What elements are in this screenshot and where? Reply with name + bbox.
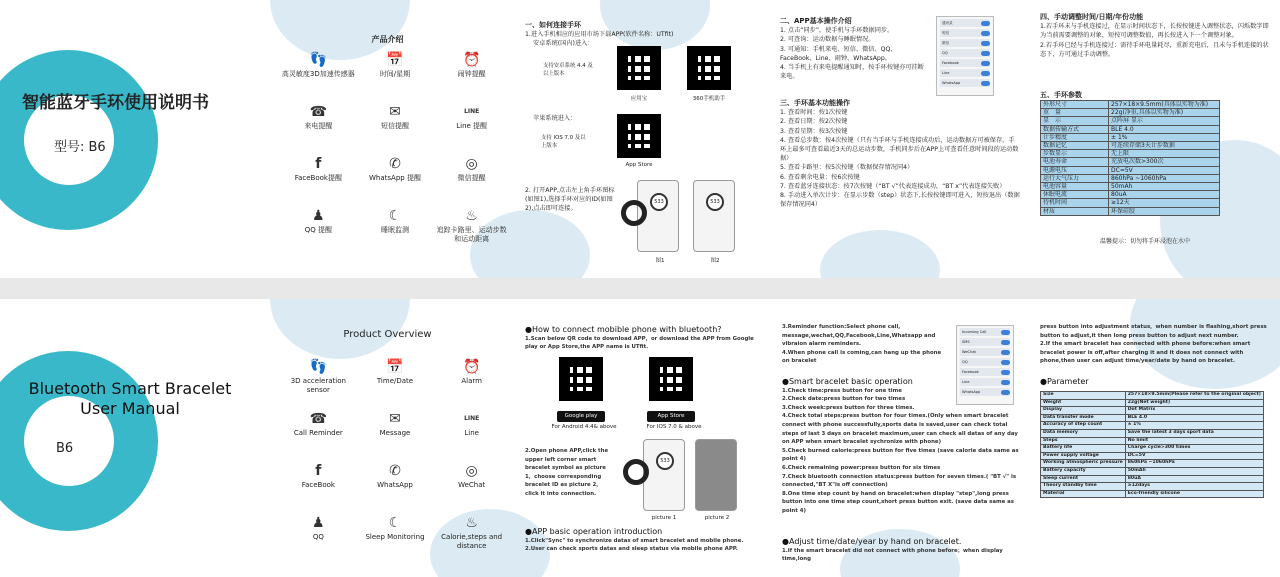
toggle-switch[interactable] <box>1001 350 1010 355</box>
text-line: 2. 查看日期：按2次按键 <box>780 118 848 126</box>
table-row <box>1041 158 1220 166</box>
whatsapp-icon: ✆ <box>389 463 401 479</box>
app-ops-panel <box>770 299 1030 577</box>
qr-code <box>559 357 603 401</box>
connect-step2: 2.Open phone APP,click the upper left corner smart bracelet symbol as picture 1，choose corresponding bracelet ID as picture 2，click it into connection. <box>525 448 609 497</box>
param-value: 可连续存储3天计步数据 <box>1109 142 1220 150</box>
param-name: Size <box>1041 392 1126 400</box>
params-panel <box>1030 299 1280 577</box>
toggle-switch[interactable] <box>981 31 990 36</box>
connect-panel <box>515 0 770 278</box>
table-row <box>1041 429 1264 437</box>
connect-heading: 一、如何连接手环 <box>525 21 581 29</box>
param-name: 重 量 <box>1041 109 1109 117</box>
qr-caption: 应用宝 <box>630 96 648 102</box>
table-row <box>1041 475 1264 483</box>
model-number: 型号: B6 <box>54 140 106 155</box>
feature-label: 短信提醒 <box>380 122 409 130</box>
feature-label: Line 提醒 <box>456 122 488 130</box>
feature-item <box>357 206 434 246</box>
table-row <box>1041 445 1264 453</box>
param-name: 休眠电流 <box>1041 191 1109 199</box>
overview-title: Product Overview <box>343 329 432 340</box>
feature-item <box>433 206 510 246</box>
table-row <box>1041 399 1264 407</box>
feature-item <box>433 513 510 553</box>
app-intro-heading: 二、APP基本操作介绍 <box>780 17 852 25</box>
feature-label: 闹钟提醒 <box>457 70 486 78</box>
feature-item <box>280 102 357 142</box>
table-row <box>1041 125 1220 133</box>
text-line: 8.One time step count by hand on bracelet:when display "step",long press button into one time step count,short press button exit. (save data same as point 4) <box>782 490 1014 514</box>
phone-screenshot-2 <box>695 439 737 511</box>
param-value: 50mAh <box>1125 467 1263 475</box>
app-toggle-row <box>940 79 990 87</box>
text-line: 3.Check week:press button for three times. <box>782 404 915 411</box>
param-name: Steps <box>1041 437 1126 445</box>
text-line: 4.When phone call is coming,can hang up the phone on bracelet <box>782 349 942 365</box>
qq-icon: ♟ <box>312 515 325 531</box>
app-ops-panel <box>770 0 1030 278</box>
text-line: 2.If the smart bracelet has connected with phone before:when smart bracelet power is off,after charging it and it does not connect with phone,then user can adjust time/year/date by hand on bracelet. <box>1040 341 1251 365</box>
qr-code <box>617 114 661 158</box>
table-row <box>1041 483 1264 491</box>
app-toggle-row <box>960 348 1010 356</box>
line-icon: LINE <box>464 108 480 115</box>
text-line: 1.若手环未与手机连接过，在显示时间状态下，长按按键进入调整状态，闪烁数字即为当前需要调整的对象，短按可调整数值，再长按进入下一个调整对象。 <box>1040 23 1269 40</box>
table-row <box>1041 166 1220 174</box>
param-name: 运行大气压力 <box>1041 174 1109 182</box>
feature-label: 高灵敏度3D加速传感器 <box>281 70 355 78</box>
overview-panel <box>260 299 515 577</box>
app-row-label: QQ <box>962 360 968 364</box>
param-value: Save the latest 3 days sport data <box>1125 429 1263 437</box>
param-name: Material <box>1041 490 1126 498</box>
text-line: 4. 当手机上有来电提醒通知时，按手环按键亦可挂断来电。 <box>780 64 924 81</box>
app-toggle-row <box>940 29 990 37</box>
phone-screenshot-1: 533 <box>637 180 679 252</box>
phone-screenshot-2: 533 <box>693 180 735 252</box>
ios-label: 苹果系统进入： <box>533 115 577 122</box>
app-toggle-row <box>960 328 1010 336</box>
params-heading: ●Parameter <box>1040 377 1089 386</box>
toggle-switch[interactable] <box>981 81 990 86</box>
param-name: Sleep current <box>1041 475 1126 483</box>
qr-code <box>649 357 693 401</box>
feature-item <box>433 357 510 397</box>
param-value: DC=5V <box>1109 166 1220 174</box>
param-name: Theory standby time <box>1041 483 1126 491</box>
text-line: 7. 查看蓝牙连接状态：按7次按键（“BT √”代表连接成功，“BT x”代表连接失败） <box>780 182 1006 190</box>
table-row <box>1041 207 1220 215</box>
table-row <box>1041 174 1220 182</box>
table-row <box>1041 414 1264 422</box>
params-table <box>1040 100 1220 216</box>
table-row <box>1041 422 1264 430</box>
app-toggle-row <box>940 69 990 77</box>
facebook-icon: f <box>315 463 322 479</box>
feature-label: FaceBook <box>301 481 335 489</box>
toggle-switch[interactable] <box>981 41 990 46</box>
feature-label: Line <box>464 429 479 437</box>
feature-item <box>433 102 510 142</box>
table-row <box>1041 117 1220 125</box>
params-panel <box>1030 0 1280 278</box>
text-line: 1.Check time:press button for one time <box>782 387 902 394</box>
qr-code <box>617 46 661 90</box>
param-value: 22g(净重,具体以实物为准) <box>1109 109 1220 117</box>
param-name: Working atmospheric pressure <box>1041 460 1126 468</box>
feature-item <box>357 102 434 142</box>
feature-item <box>357 50 434 90</box>
param-name: Battery capacity <box>1041 467 1126 475</box>
table-row <box>1041 191 1220 199</box>
phone-screenshot-1: 533 <box>643 439 685 511</box>
manual-title: Bluetooth Smart Bracelet User Manual <box>28 379 232 418</box>
param-name: 待机时间 <box>1041 199 1109 207</box>
app-toggle-row <box>940 59 990 67</box>
param-name: Power supply voltage <box>1041 452 1126 460</box>
cover-panel <box>0 299 260 577</box>
param-name: Accuracy of step count <box>1041 422 1126 430</box>
table-row <box>1041 467 1264 475</box>
feature-grid <box>280 50 510 246</box>
app-row-label: WhatsApp <box>962 390 981 394</box>
qr-code <box>687 46 731 90</box>
connect-step2: 2. 打开APP,点击左上角手环图标(如图1),选择手环对应的ID(如图2),点击即可连接。 <box>525 187 615 213</box>
line-icon: LINE <box>464 415 480 422</box>
android-label: 安卓系统(国内)进入： <box>533 40 594 48</box>
feature-label: Time/Date <box>376 377 414 385</box>
feature-label: Calorie,steps and distance <box>441 533 503 550</box>
feature-label: 微信提醒 <box>457 174 486 182</box>
feature-label: Message <box>379 429 411 437</box>
table-row <box>1041 460 1264 468</box>
param-value: ≥12days <box>1125 483 1263 491</box>
envelope-icon: ✉ <box>389 411 401 427</box>
param-name: 数据传输方式 <box>1041 125 1109 133</box>
connect-step1: 1.Scan below QR code to download APP，or download the APP from Google play or App Store,the APP name is UTfit. <box>525 335 754 351</box>
param-value: 80uA <box>1109 191 1220 199</box>
wechat-icon: ◎ <box>465 156 478 172</box>
text-line: 2.Check date:press button for two times <box>782 396 906 403</box>
feature-label: 追踪卡路里、运动步数和运动距离 <box>436 226 507 243</box>
table-row <box>1041 407 1264 415</box>
table-row <box>1041 150 1220 158</box>
feature-item <box>280 357 357 397</box>
table-row <box>1041 101 1220 109</box>
feature-label: 时间/星期 <box>379 70 411 78</box>
adjust-heading: ●Adjust time/date/year by hand on bracelet. <box>782 537 962 546</box>
text-line: 7.Check bluetooth connection status:press button for seven times.( "BT √" is connected,"BT X"is off connection) <box>782 473 1017 489</box>
table-row <box>1041 142 1220 150</box>
param-name: 计步精度 <box>1041 133 1109 141</box>
footprints-icon: 👣 <box>309 359 328 375</box>
app-row-label: 微信 <box>942 41 950 45</box>
feature-label: QQ <box>312 533 324 541</box>
app-row-label: Facebook <box>962 370 979 374</box>
param-value: 充放电次数>300次 <box>1109 158 1220 166</box>
tip-note: 温馨提示：切勿将手环浸泡在水中 <box>1100 238 1191 245</box>
feature-item <box>280 461 357 501</box>
app-row-label: WeChat <box>962 350 976 354</box>
param-value: ≥12天 <box>1109 199 1220 207</box>
feature-item <box>433 50 510 90</box>
text-line: 2.若手环已经与手机连接过：需待手环电量耗尽，重新充电后，且未与手机连接的状态下，方可通过手动调整。 <box>1040 41 1269 58</box>
text-line: 6.Check remaining power:press button for six times <box>782 464 941 471</box>
ios-requirement: 支持 IOS 7.0 及以上版本 <box>541 135 586 149</box>
text-line: press button into adjustment status，when number is flashing,short press button to adjust,it then long press button to adjust next number. <box>1040 324 1267 339</box>
feature-item <box>357 461 434 501</box>
table-row <box>1041 437 1264 445</box>
param-name: 材质 <box>1041 207 1109 215</box>
feature-item <box>433 461 510 501</box>
param-value: 860hPa ~1060hPa <box>1109 174 1220 182</box>
figure-caption: 图2 <box>710 258 720 264</box>
model-number: B6 <box>56 441 74 456</box>
param-value: Dot Matrix <box>1125 407 1263 415</box>
feature-item <box>357 357 434 397</box>
text-line: 4.Check total steps:press button for four times.(Only when smart bracelet connect with phone successfully,sports data is saved,user can check total steps of last 3 days on bracelet maximum,user can check all datas of any day on APP when smart bracelet sychronize with phone) <box>782 413 1018 446</box>
toggle-switch[interactable] <box>1001 360 1010 365</box>
feature-item <box>433 154 510 194</box>
app-intro-heading: ●APP basic operation introduction <box>525 527 663 536</box>
qr-caption: App Store <box>625 162 653 168</box>
text-line: 1. 点击“同步”，使手机与手环数据同步。 <box>780 27 894 35</box>
app-toggle-row <box>960 358 1010 366</box>
params-table <box>1040 391 1264 498</box>
flame-icon: ♨ <box>465 208 478 224</box>
connect-heading: ●How to connect mobible phone with bluetooth? <box>525 325 722 334</box>
alarm-clock-icon: ⏰ <box>462 52 481 68</box>
param-value: BLE 4.0 <box>1125 414 1263 422</box>
param-value: Eco-friendly silicone <box>1125 490 1263 498</box>
param-value: 点阵屏 显示 <box>1109 117 1220 125</box>
app-row-label: WhatsApp <box>942 81 961 85</box>
text-line: 1.Click"Sync" to synchronize datas of smart bracelet and mobile phone. <box>525 537 744 544</box>
operation-heading: ●Smart bracelet basic operation <box>782 377 913 386</box>
table-row <box>1041 183 1220 191</box>
app-row-label: Line <box>942 71 950 75</box>
alarm-clock-icon: ⏰ <box>462 359 481 375</box>
param-name: 电池容量 <box>1041 183 1109 191</box>
text-line: 1.If the smart bracelet did not connect with phone before；when display time,long <box>782 547 1003 563</box>
param-name: Display <box>1041 407 1126 415</box>
google-play-badge[interactable]: Google play <box>557 411 605 422</box>
param-name: 步数显示 <box>1041 150 1109 158</box>
app-row-label: QQ <box>942 51 948 55</box>
feature-label: Alarm <box>461 377 482 385</box>
connect-panel <box>515 299 770 577</box>
bracelet-icon <box>623 459 649 485</box>
feature-item <box>433 409 510 449</box>
app-row-label: Incoming Call <box>962 330 987 334</box>
chinese-manual-sheet <box>0 0 1280 278</box>
param-value: DC=5V <box>1125 452 1263 460</box>
text-line: 4. 查看总步数：按4次按键（只有当手环与手机连接成功后，运动数据方可被保存，手环上最多可查看最近3天的总运动步数，手机同步后在APP上可查看任意时间段的运动数据） <box>780 136 1019 163</box>
param-value: 无上限 <box>1109 150 1220 158</box>
feature-item <box>280 206 357 246</box>
feature-label: FaceBook提醒 <box>294 174 342 182</box>
feature-label: WeChat <box>458 481 486 489</box>
toggle-switch[interactable] <box>981 61 990 66</box>
text-line: 6. 查看剩余电量：按6次按键 <box>780 173 860 181</box>
calendar-icon: 📅 <box>386 359 404 375</box>
app-row-label: SMS <box>962 340 970 344</box>
app-row-label: 通讯录 <box>942 21 953 25</box>
app-row-label: Line <box>962 380 970 384</box>
qr-caption: 360手机助手 <box>692 96 726 102</box>
param-name: 数据记忆 <box>1041 142 1109 150</box>
android-requirement: For Android 4.4& above <box>551 424 617 430</box>
text-line: 5. 查看卡路里：按5次按键（数据保存情况同4） <box>780 164 914 172</box>
param-name: 电池寿命 <box>1041 158 1109 166</box>
feature-label: 3D acceleration sensor <box>290 377 346 394</box>
table-row <box>1041 392 1264 400</box>
feature-item <box>357 409 434 449</box>
flame-icon: ♨ <box>465 515 478 531</box>
english-manual-sheet <box>0 299 1280 577</box>
text-line: 1. 查看时间：按1次按键 <box>780 109 848 117</box>
toggle-switch[interactable] <box>1001 340 1010 345</box>
qq-icon: ♟ <box>312 208 325 224</box>
toggle-switch[interactable] <box>981 51 990 56</box>
feature-item <box>280 409 357 449</box>
figure-caption: picture 2 <box>704 515 730 521</box>
param-value: ± 1% <box>1125 422 1263 430</box>
toggle-switch[interactable] <box>981 21 990 26</box>
table-row <box>1041 199 1220 207</box>
table-row <box>1041 452 1264 460</box>
param-value: 257×18×9.5mm(具体以实物为准) <box>1109 101 1220 109</box>
facebook-icon: f <box>315 156 322 172</box>
feature-label: WhatsApp <box>377 481 413 489</box>
overview-panel <box>260 0 515 278</box>
param-name: Weight <box>1041 399 1126 407</box>
accent-ring <box>0 351 158 531</box>
phone-icon: ☎ <box>309 411 328 427</box>
app-toggle-row <box>940 39 990 47</box>
param-value: 257×18×9.5mm(Please refer to the original object) <box>1125 392 1263 400</box>
app-toggle-row <box>940 19 990 27</box>
param-value: 50mAh <box>1109 183 1220 191</box>
android-requirement: 支持安卓系统 4.4 及以上版本 <box>543 63 593 77</box>
toggle-switch[interactable] <box>1001 370 1010 375</box>
phone-icon: ☎ <box>309 104 328 120</box>
text-line: 8. 手动进入单次计步：在显示步数（step）状态下,长按按键即可进入，短按退出（数据保存情况同4） <box>780 192 1020 209</box>
param-name: Data transfer mode <box>1041 414 1126 422</box>
table-row <box>1041 490 1264 498</box>
feature-label: Sleep Monitoring <box>365 533 425 541</box>
feature-item <box>357 513 434 553</box>
text-line: 2.User can check sports datas and sleep status via mobile phone APP. <box>525 546 738 553</box>
feature-item <box>280 50 357 90</box>
param-value: BLE 4.0 <box>1109 125 1220 133</box>
ios-requirement: For IOS 7.0 & above <box>646 424 702 430</box>
cover-panel <box>0 0 260 278</box>
param-name: 显 示 <box>1041 117 1109 125</box>
envelope-icon: ✉ <box>389 104 401 120</box>
param-name: 外形尺寸 <box>1041 101 1109 109</box>
footprints-icon: 👣 <box>309 52 328 68</box>
feature-label: 睡眠监测 <box>380 226 409 234</box>
sleep-icon: ☾ <box>388 208 402 224</box>
param-name: Data memory <box>1041 429 1126 437</box>
table-row <box>1041 109 1220 117</box>
text-line: 3. 可通知：手机来电、短信、微信、QQ、FaceBook、Line、闹钟、WhatsApp。 <box>780 45 897 62</box>
manual-title: 智能蓝牙手环使用说明书 <box>22 93 209 113</box>
feature-label: Call Reminder <box>293 429 343 437</box>
param-value: 22g(Net weight) <box>1125 399 1263 407</box>
calendar-icon: 📅 <box>386 52 404 68</box>
connect-step1: 1.进入手机相应的应用市场下载APP(软件名称：UTfit) <box>525 31 674 39</box>
app-toggle-row <box>940 49 990 57</box>
feature-label: QQ 提醒 <box>304 226 332 234</box>
feature-grid <box>280 357 510 553</box>
figure-caption: 图1 <box>655 258 665 264</box>
wechat-icon: ◎ <box>465 463 478 479</box>
param-value: Charge cycle>300 times <box>1125 445 1263 453</box>
app-store-badge[interactable]: App Store <box>647 411 695 422</box>
feature-item <box>357 154 434 194</box>
param-value: 环保硅胶 <box>1109 207 1220 215</box>
feature-item <box>280 513 357 553</box>
app-row-label: Facebook <box>942 61 959 65</box>
sleep-icon: ☾ <box>388 515 402 531</box>
figure-caption: picture 1 <box>651 515 677 521</box>
text-line: 5.Check burned calorie:press button for five times (save calorie data same as point 4) <box>782 447 1019 463</box>
app-row-label: 短信 <box>942 31 950 35</box>
param-value: 860hPa ~1060hPa <box>1125 460 1263 468</box>
param-name: Battery life <box>1041 445 1126 453</box>
adjust-heading: 四、手动调整时间/日期/年份功能 <box>1040 13 1144 21</box>
toggle-switch[interactable] <box>981 71 990 76</box>
params-heading: 五、手环参数 <box>1040 91 1082 99</box>
operation-heading: 三、手环基本功能操作 <box>780 99 850 107</box>
overview-title: 产品介绍 <box>371 35 404 44</box>
param-value: ± 1% <box>1109 133 1220 141</box>
app-toggle-row <box>960 338 1010 346</box>
param-value: No limit <box>1125 437 1263 445</box>
param-value: 80uA <box>1125 475 1263 483</box>
bracelet-icon <box>621 200 647 226</box>
feature-item <box>280 154 357 194</box>
table-row <box>1041 133 1220 141</box>
app-reminder-screenshot <box>936 16 994 96</box>
param-name: 电源电压 <box>1041 166 1109 174</box>
text-line: 3. 查看星期：按3次按键 <box>780 127 848 135</box>
feature-label: WhatsApp 提醒 <box>369 174 421 182</box>
text-line: 2. 可查询：运动数据与睡眠情况。 <box>780 36 875 44</box>
feature-label: 来电提醒 <box>304 122 333 130</box>
text-line: 3.Reminder function:Select phone call, message,wechat,QQ,Facebook,Line,Whatsapp and vibraion alarm reminders. <box>782 324 936 348</box>
toggle-switch[interactable] <box>1001 330 1010 335</box>
whatsapp-icon: ✆ <box>389 156 401 172</box>
